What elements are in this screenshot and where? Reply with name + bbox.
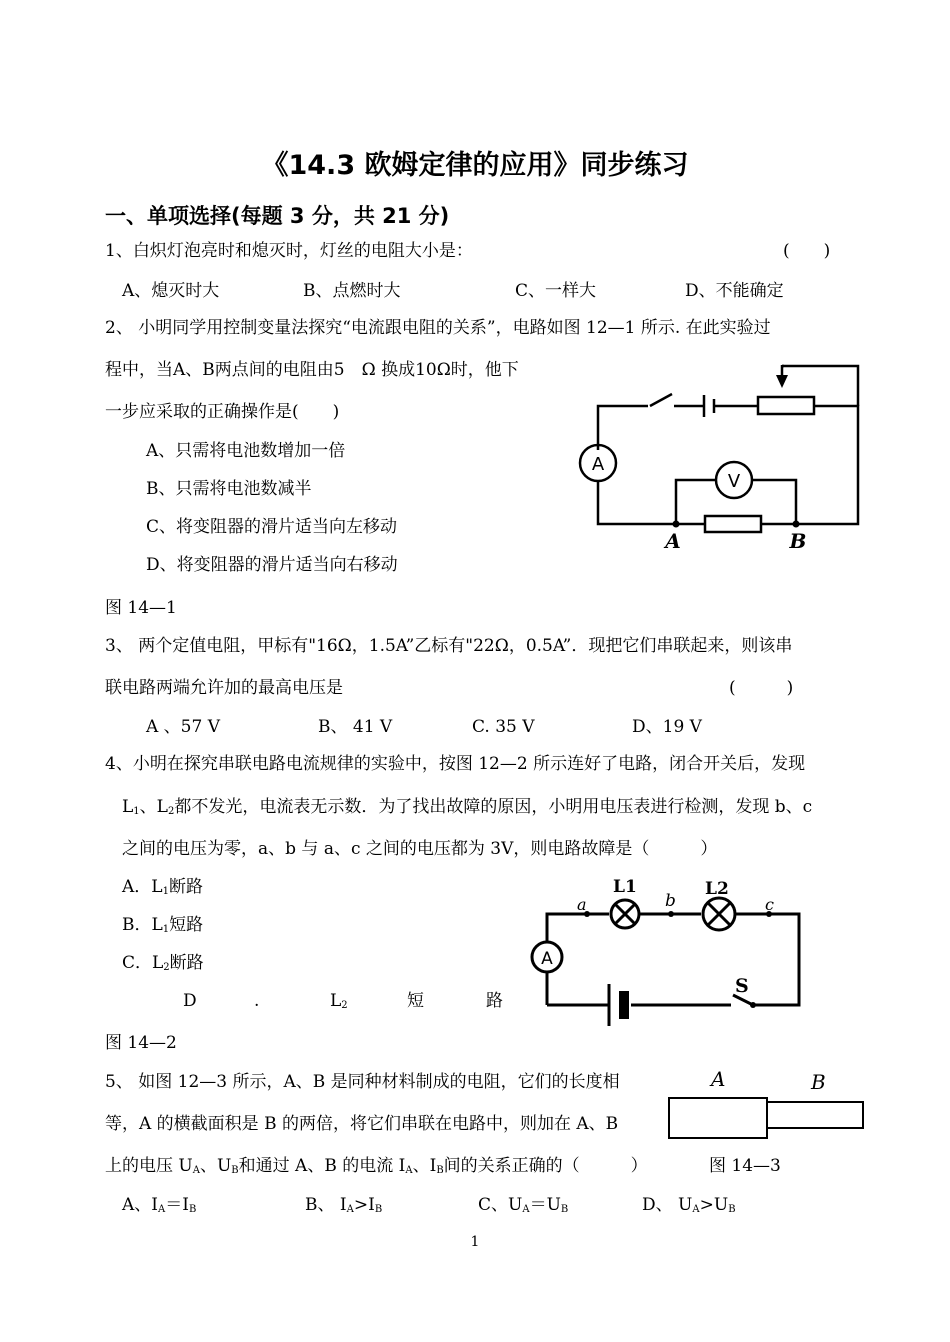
q4-line2: $L_1$、$L_2$都不发光，电流表无示数．为了找出故障的原因，小明用电压表进行检测，发现 b、c	[122, 797, 813, 817]
q5-option-a: A、$I_A=I_B$	[122, 1195, 197, 1215]
q4-option-d-word2: 路	[486, 991, 503, 1011]
point-c-label: c	[765, 895, 774, 914]
q5-option-c: C、$U_A=U_B$	[478, 1195, 569, 1215]
q1-option-c: C、一样大	[515, 281, 597, 301]
q5-line1: 5、 如图 12—3 所示，A、B 是同种材料制成的电阻，它们的长度相	[105, 1072, 620, 1092]
point-b-label: b	[665, 891, 676, 911]
q3-option-c: C. 35 V	[472, 717, 535, 737]
q4-option-d-word1: 短	[407, 991, 424, 1011]
circuit-diagram-14-2	[525, 872, 815, 1032]
q4-figure-caption: 图 14—2	[105, 1033, 177, 1053]
lamp-l2-label: L2	[705, 879, 729, 899]
q3-answer-paren: ( )	[729, 678, 794, 698]
q1-text: 1、白炽灯泡亮时和熄灭时，灯丝的电阻大小是：	[105, 241, 473, 261]
q2-option-c: C、将变阻器的滑片适当向左移动	[146, 517, 398, 537]
q4-option-c: C．$L_2$断路	[122, 953, 204, 973]
q2-figure-caption: 图 14—1	[105, 598, 177, 618]
point-a-label: a	[577, 895, 587, 914]
q5-option-d: D、 $U_A>U_B$	[642, 1195, 736, 1215]
conductor-b-label: B	[811, 1070, 826, 1094]
ammeter-label-2: A	[541, 949, 553, 969]
page-number: 1	[470, 1234, 480, 1250]
q1-answer-paren: ( )	[783, 241, 831, 261]
q3-line1: 3、 两个定值电阻，甲标有"16Ω，1.5A”乙标有"22Ω，0.5A”．现把它们串联起来，则该串	[105, 636, 793, 656]
q4-line3: 之间的电压为零，a、b 与 a、c 之间的电压都为 3V，则电路故障是（ ）	[122, 839, 718, 859]
q5-option-b: B、 $I_A>I_B$	[305, 1195, 383, 1215]
q3-line2: 联电路两端允许加的最高电压是	[105, 678, 343, 698]
q1-option-b: B、点燃时大	[303, 281, 401, 301]
page-title: 《14.3 欧姆定律的应用》同步练习	[261, 150, 689, 181]
q4-option-d-letter: D	[183, 991, 197, 1011]
switch-label: S	[735, 975, 749, 997]
q2-line1: 2、 小明同学用控制变量法探究“电流跟电阻的关系”，电路如图 12—1 所示. 在此实验过	[105, 318, 771, 338]
ammeter-label: A	[591, 454, 605, 475]
node-a-label: A	[665, 529, 681, 553]
voltmeter-label: V	[727, 471, 741, 492]
q2-line3: 一步应采取的正确操作是( )	[105, 402, 340, 422]
q2-option-b: B、只需将电池数减半	[146, 479, 312, 499]
q4-line1: 4、小明在探究串联电路电流规律的实验中，按图 12—2 所示连好了电路，闭合开关后，发现	[105, 754, 806, 774]
lamp-l1-label: L1	[613, 877, 637, 897]
q4-option-d-lamp: $L_2$	[330, 991, 348, 1011]
q5-line2: 等，A 的横截面积是 B 的两倍，将它们串联在电路中，则加在 A、B	[105, 1114, 619, 1134]
node-b-label: B	[789, 529, 807, 553]
q4-option-d-dot: .	[254, 991, 260, 1011]
q1-option-d: D、不能确定	[685, 281, 784, 301]
q5-line3: 上的电压 $U_A$、$U_B$和通过 A、B 的电流 $I_A$、$I_B$间的关系正确的（ ）	[105, 1156, 648, 1176]
q3-option-b: B、 41 V	[318, 717, 393, 737]
q1-option-a: A、熄灭时大	[122, 281, 220, 301]
conductor-a-label: A	[711, 1067, 726, 1091]
circuit-diagram-14-1	[570, 362, 870, 562]
q3-option-d: D、19 V	[632, 717, 702, 737]
q4-option-b: B．$L_1$短路	[122, 915, 204, 935]
q2-option-a: A、只需将电池数增加一倍	[146, 441, 346, 461]
q2-option-d: D、将变阻器的滑片适当向右移动	[146, 555, 398, 575]
section-heading: 一、单项选择(每题 3 分，共 21 分)	[105, 204, 450, 228]
q5-figure-caption: 图 14—3	[709, 1156, 781, 1176]
conductor-diagram-14-3	[665, 1064, 870, 1144]
q3-option-a: A 、57 V	[146, 717, 220, 737]
q2-line2: 程中，当A、B两点间的电阻由5 Ω 换成10Ω时，他下	[105, 360, 519, 380]
q4-option-a: A．$L_1$断路	[122, 877, 203, 897]
